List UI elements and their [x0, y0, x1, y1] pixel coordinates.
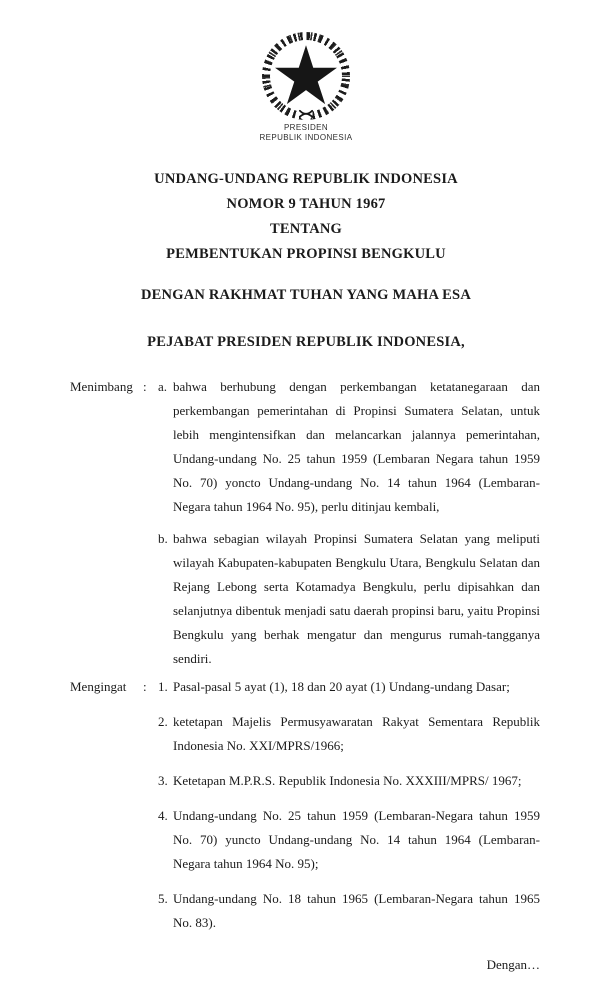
law-title-line1: UNDANG-UNDANG REPUBLIK INDONESIA: [154, 171, 458, 187]
list-item-marker: 5.: [158, 891, 168, 906]
presidential-seal-emblem: [262, 32, 350, 120]
list-item: [158, 527, 540, 671]
list-item-marker: 4.: [158, 808, 168, 823]
catchword: Dengan…: [486, 957, 540, 972]
seal-caption-line1: PRESIDEN: [283, 123, 329, 132]
section-mengingat: [70, 675, 540, 935]
list-item-text: Ketetapan M.P.R.S. Republik Indonesia No. XXXIII/MPRS/ 1967;: [173, 773, 522, 788]
list-item: [158, 375, 540, 519]
list-item: [158, 887, 540, 935]
list-item-text: Undang-undang No. 18 tahun 1965 (Lembaran-Negara tahun 1965 No. 83).: [173, 891, 540, 930]
law-title: [0, 167, 612, 267]
list-item: [158, 710, 540, 758]
list-item-text: bahwa sebagian wilayah Propinsi Sumatera Selatan yang meliputi wilayah Kabupaten-kabupaten Bengkulu Utara, Bengkulu Selatan dan Rejang Lebong serta Kotamadya Bengkulu, perlu dipisahkan dan selanjutnya dibentuk menjadi satu daerah propinsi baru, yaitu Propinsi Bengkulu yang berhak mengatur dan mengurus rumah-tangganya sendiri.: [173, 531, 540, 666]
list-item-text: Undang-undang No. 25 tahun 1959 (Lembaran-Negara tahun 1959 No. 70) yuncto Undang-undang No. 14 tahun 1964 (Lembaran-Negara tahun 1964 No. 95);: [173, 808, 540, 871]
section-label: Mengingat: [70, 679, 127, 694]
list-item-marker: b.: [158, 531, 168, 546]
seal-caption-line2: REPUBLIK INDONESIA: [259, 132, 353, 142]
list-item: [158, 769, 540, 793]
law-tentang-line: TENTANG: [269, 221, 343, 237]
list-item-marker: 1.: [158, 679, 168, 694]
list-item-text: bahwa berhubung dengan perkembangan ketatanegaraan dan perkembangan pemerintahan di Propinsi Sumatera Selatan, untuk lebih mengintensifkan dan melancarkan jalannya pemerintahan, Undang-undang No. 25 tahun 1959 (Lembaran Negara tahun 1959 No. 70) yoncto Undang-undang No. 14 tahun 1964 (Lembaran-Negara tahun 1964 No. 95), perlu ditinjau kembali,: [173, 379, 540, 514]
list-item-marker: a.: [158, 379, 168, 394]
section-colon: :: [143, 379, 147, 394]
section-items: [158, 375, 540, 671]
law-subject-line: PEMBENTUKAN PROPINSI BENGKULU: [166, 246, 446, 262]
list-item: [158, 675, 540, 699]
grace-motto: DENGAN RAKHMAT TUHAN YANG MAHA ESA: [141, 287, 471, 303]
seal-caption: [0, 123, 612, 142]
section-menimbang: [70, 375, 540, 671]
enacting-official: PEJABAT PRESIDEN REPUBLIK INDONESIA,: [147, 334, 465, 350]
section-label: Menimbang: [70, 379, 133, 394]
section-items: [158, 675, 540, 935]
list-item-text: ketetapan Majelis Permusyawaratan Rakyat Sementara Republik Indonesia No. XXI/MPRS/1966;: [173, 714, 540, 753]
star-icon: [262, 32, 350, 120]
law-number-line: NOMOR 9 TAHUN 1967: [226, 196, 386, 212]
section-colon: :: [143, 679, 147, 694]
list-item-marker: 2.: [158, 714, 168, 729]
list-item-marker: 3.: [158, 773, 168, 788]
list-item-text: Pasal-pasal 5 ayat (1), 18 dan 20 ayat (1) Undang-undang Dasar;: [173, 679, 510, 694]
list-item: [158, 804, 540, 876]
